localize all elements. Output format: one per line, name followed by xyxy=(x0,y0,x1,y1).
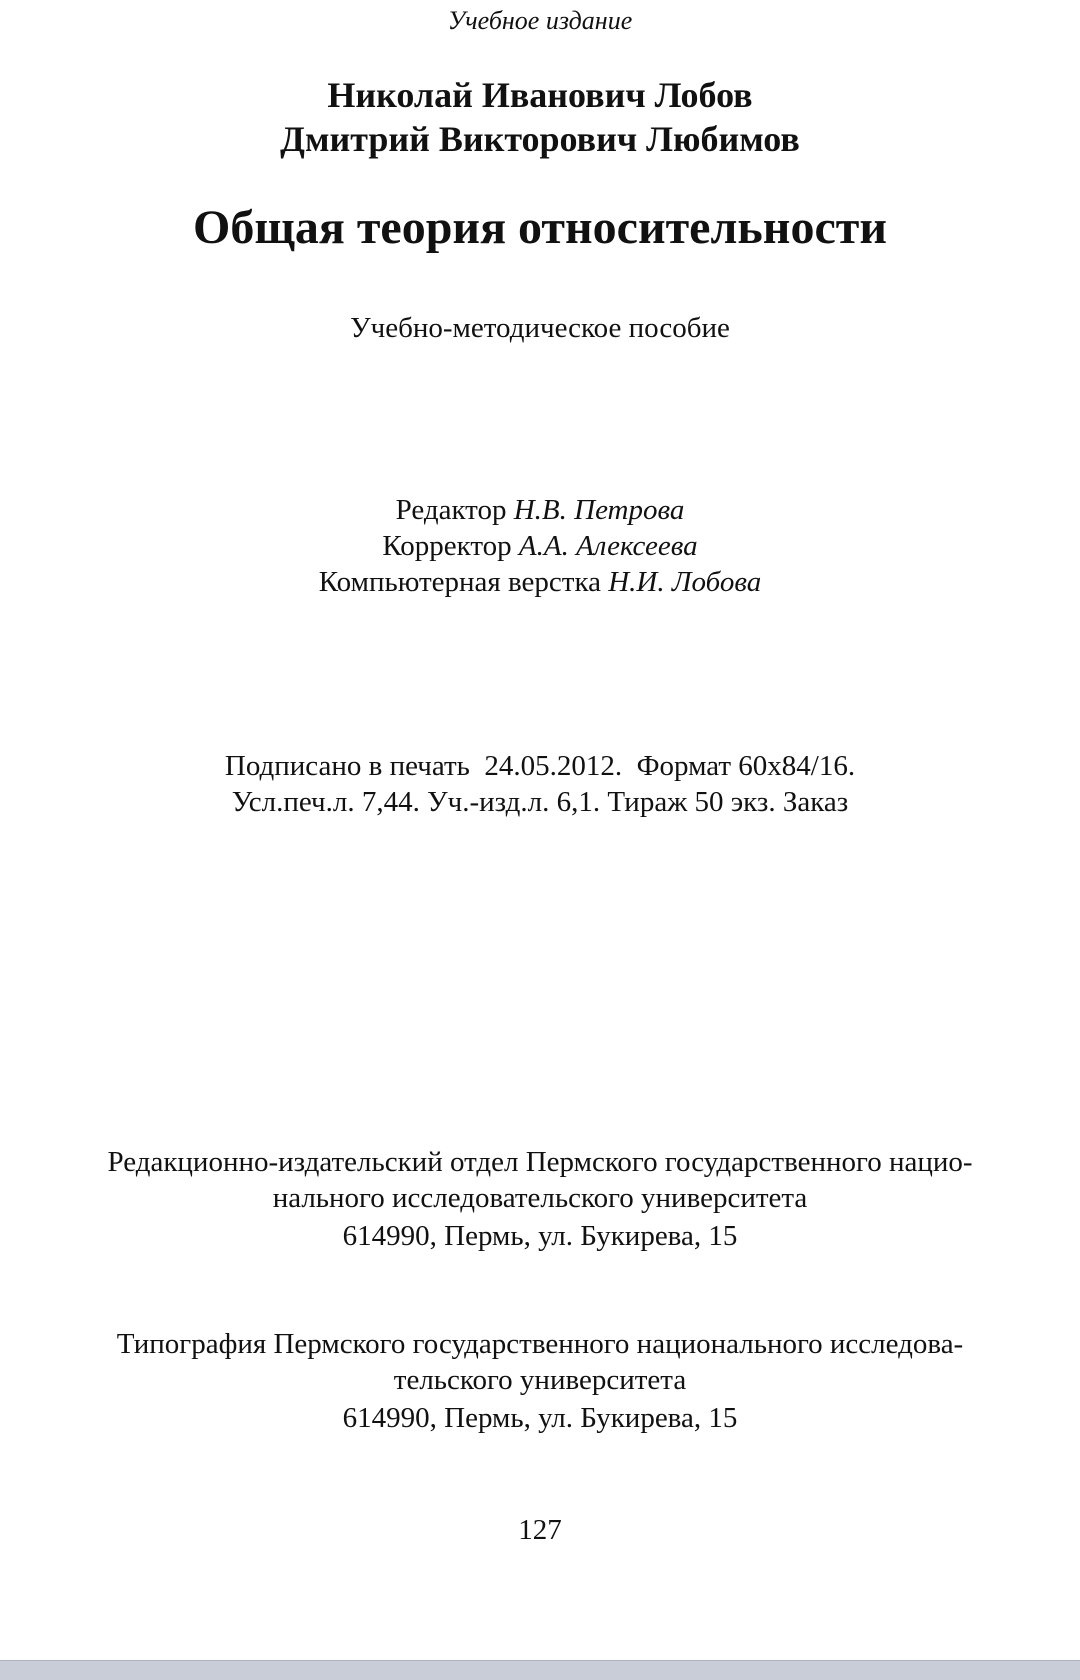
publisher-line: нального исследовательского университета xyxy=(272,1182,808,1214)
author-name: Николай Иванович Лобов xyxy=(327,75,753,115)
credit-person: Н.И. Лобова xyxy=(608,566,762,598)
printer-line: Типография Пермского государственного национального исследова- xyxy=(116,1328,964,1360)
credit-line-layout xyxy=(0,566,1080,599)
credit-role: Корректор xyxy=(382,530,512,562)
credit-role: Редактор xyxy=(395,494,507,526)
printer-address: 614990, Пермь, ул. Букирева, 15 xyxy=(342,1402,738,1434)
print-info-line: Усл.печ.л. 7,44. Уч.-изд.л. 6,1. Тираж 50 экз. Заказ xyxy=(231,786,849,818)
publisher-address: 614990, Пермь, ул. Букирева, 15 xyxy=(342,1220,738,1252)
viewer-bottom-bar xyxy=(0,1660,1080,1680)
edition-label: Учебное издание xyxy=(447,6,633,35)
book-title: Общая теория относительности xyxy=(193,201,887,254)
book-type: Учебно-методическое пособие xyxy=(350,312,730,344)
credit-line-proofreader xyxy=(0,530,1080,563)
credit-person: А.А. Алексеева xyxy=(518,530,698,562)
credit-role: Компьютерная верстка xyxy=(318,566,601,598)
printer-line: тельского университета xyxy=(393,1364,687,1396)
publisher-line: Редакционно-издательский отдел Пермского государственного нацио- xyxy=(107,1146,973,1178)
print-info-line: Подписано в печать 24.05.2012. Формат 60х84/16. xyxy=(224,750,856,782)
credit-line-editor xyxy=(0,494,1080,527)
page-number: 127 xyxy=(518,1514,562,1546)
credit-person: Н.В. Петрова xyxy=(513,494,685,526)
author-name: Дмитрий Викторович Любимов xyxy=(280,119,800,159)
